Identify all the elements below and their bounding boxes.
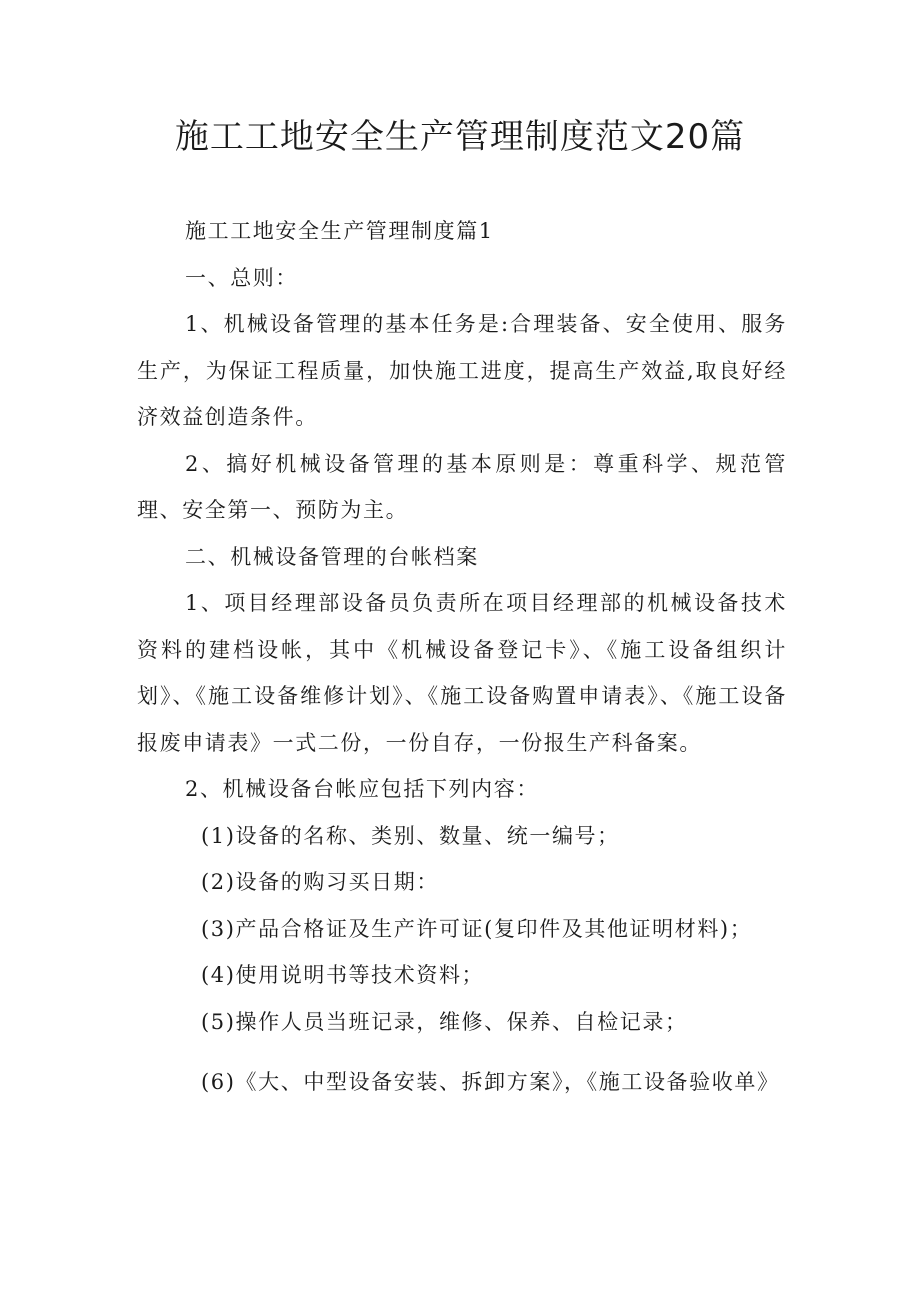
list-item: (2)设备的购习买日期：: [201, 870, 439, 894]
document-body: [137, 208, 787, 1106]
document-title: 施工工地安全生产管理制度范文20篇: [174, 117, 746, 157]
body-paragraph: 1、机械设备管理的基本任务是:合理装备、安全使用、服务生产，为保证工程质量，加快施工进度，提高生产效益,取良好经济效益创造条件。: [137, 312, 787, 429]
chapter-heading: 二、机械设备管理的台帐档案: [185, 544, 479, 569]
list-item: (6)《大、中型设备安装、拆卸方案》，《施工设备验收单》: [201, 1070, 780, 1094]
body-paragraph: 1、项目经理部设备员负责所在项目经理部的机械设备技术资料的建档设帐，其中《机械设备登记卡》、《施工设备组织计划》、《施工设备维修计划》、《施工设备购置申请表》、《施工设备报废申请表》一式二份，一份自存，一份报生产科备案。: [137, 591, 787, 755]
list-item: (4)使用说明书等技术资料；: [201, 963, 485, 987]
section-heading: 施工工地安全生产管理制度篇1: [185, 219, 494, 243]
body-paragraph: 2、机械设备台帐应包括下列内容：: [185, 777, 539, 801]
list-item: (5)操作人员当班记录，维修、保养、自检记录；: [201, 1009, 688, 1034]
chapter-heading: 一、总则：: [185, 265, 298, 290]
body-paragraph: 2、搞好机械设备管理的基本原则是：尊重科学、规范管理、安全第一、预防为主。: [137, 451, 787, 522]
list-item: (3)产品合格证及生产许可证(复印件及其他证明材料)；: [201, 916, 753, 941]
list-item: (1)设备的名称、类别、数量、统一编号；: [201, 823, 620, 848]
